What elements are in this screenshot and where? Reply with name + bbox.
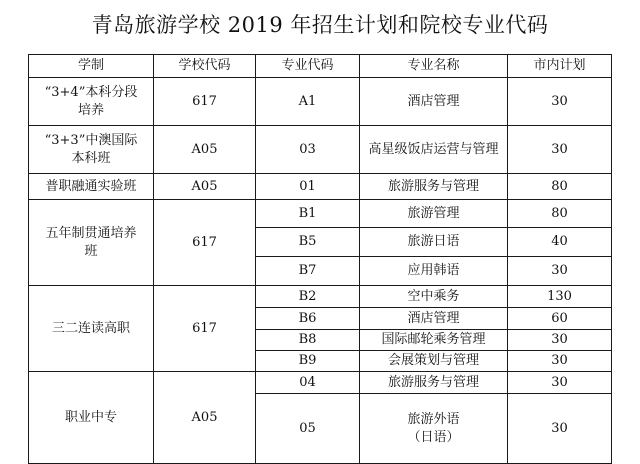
major-code-cell: 03: [256, 126, 360, 174]
header-major-code: 专业代码: [256, 55, 360, 78]
major-name-cell: 高星级饭店运营与管理: [360, 126, 508, 174]
table-row: [29, 126, 612, 174]
school-code-cell: 617: [154, 200, 256, 286]
plan-cell: 80: [508, 174, 612, 200]
plan-cell: 130: [508, 286, 612, 308]
major-name-cell: [360, 394, 508, 464]
table-row: [29, 286, 612, 308]
school-code-cell: A05: [154, 372, 256, 464]
major-name-cell: 旅游管理: [360, 200, 508, 228]
major-code-cell: 01: [256, 174, 360, 200]
xuezhi-line: 本科班: [71, 150, 111, 166]
major-code-cell: B6: [256, 308, 360, 330]
plan-cell: 40: [508, 228, 612, 257]
header-plan: 市内计划: [508, 55, 612, 78]
xuezhi-line: “3+4”本科分段: [44, 84, 138, 100]
xuezhi-cell: 职业中专: [29, 372, 154, 464]
xuezhi-cell: [29, 200, 154, 286]
xuezhi-cell: 三二连读高职: [29, 286, 154, 372]
plan-cell: 30: [508, 78, 612, 126]
major-code-cell: B8: [256, 330, 360, 351]
xuezhi-cell: 普职融通实验班: [29, 174, 154, 200]
plan-cell: 30: [508, 257, 612, 286]
school-code-cell: A05: [154, 174, 256, 200]
major-name-cell: 会展策划与管理: [360, 351, 508, 372]
table-header-row: [29, 55, 612, 78]
table-row: [29, 372, 612, 394]
school-code-cell: 617: [154, 78, 256, 126]
school-code-cell: 617: [154, 286, 256, 372]
major-code-cell: B1: [256, 200, 360, 228]
major-name-line: （日语）: [407, 429, 460, 445]
plan-cell: 60: [508, 308, 612, 330]
xuezhi-cell: [29, 78, 154, 126]
major-code-cell: B7: [256, 257, 360, 286]
school-code-cell: A05: [154, 126, 256, 174]
major-code-cell: 04: [256, 372, 360, 394]
major-code-cell: 05: [256, 394, 360, 464]
major-code-cell: B2: [256, 286, 360, 308]
xuezhi-line: 培养: [77, 102, 104, 118]
plan-cell: 80: [508, 200, 612, 228]
plan-cell: 30: [508, 351, 612, 372]
header-xuezhi: 学制: [29, 55, 154, 78]
xuezhi-line: 班: [84, 243, 98, 259]
major-name-cell: 国际邮轮乘务管理: [360, 330, 508, 351]
major-name-cell: 旅游服务与管理: [360, 174, 508, 200]
table-row: [29, 78, 612, 126]
xuezhi-cell: [29, 126, 154, 174]
plan-cell: 30: [508, 372, 612, 394]
table-row: [29, 174, 612, 200]
plan-cell: 30: [508, 330, 612, 351]
header-major-name: 专业名称: [360, 55, 508, 78]
page-title: 青岛旅游学校 2019 年招生计划和院校专业代码: [91, 13, 549, 37]
major-name-cell: 旅游日语: [360, 228, 508, 257]
xuezhi-line: “3+3”中澳国际: [44, 132, 138, 148]
major-name-line: 旅游外语: [407, 411, 460, 427]
major-name-cell: 旅游服务与管理: [360, 372, 508, 394]
major-name-cell: 酒店管理: [360, 78, 508, 126]
enrollment-plan-table: [28, 54, 612, 464]
major-code-cell: B5: [256, 228, 360, 257]
major-code-cell: A1: [256, 78, 360, 126]
table-row: [29, 200, 612, 228]
xuezhi-line: 五年制贯通培养: [45, 225, 137, 241]
plan-cell: 30: [508, 126, 612, 174]
major-name-cell: 空中乘务: [360, 286, 508, 308]
major-code-cell: B9: [256, 351, 360, 372]
plan-cell: 30: [508, 394, 612, 464]
major-name-cell: 酒店管理: [360, 308, 508, 330]
major-name-cell: 应用韩语: [360, 257, 508, 286]
header-school-code: 学校代码: [154, 55, 256, 78]
